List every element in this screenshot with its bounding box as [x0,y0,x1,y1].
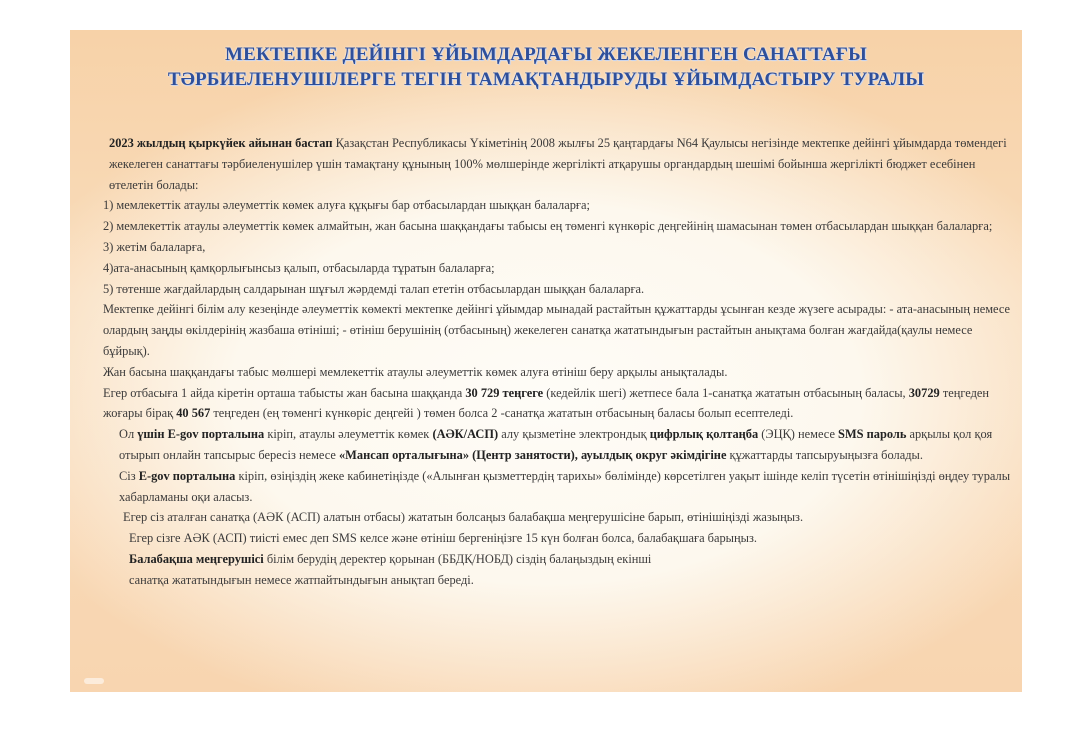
title-line-2: ТӘРБИЕЛЕНУШІЛЕРГЕ ТЕГІН ТАМАҚТАНДЫРУДЫ ҰЙЫМДАСТЫРУ ТУРАЛЫ [167,69,925,90]
social-aid-abbr: (АӘК/АСП) [432,427,499,442]
career-center-label: «Мансап орталығына» (Центр занятости), ауылдық округ әкімдігіне [338,447,727,462]
digital-signature-label: цифрлық қолтаңба [649,427,759,442]
intro-date: 2023 жылдың қыркүйек айынан бастап [109,136,333,150]
intro-paragraph [79,133,1015,195]
sms-rejection-paragraph: Егер сізге АӘК (АСП) тиісті емес деп SMS келсе және өтініш бергеніңізге 15 күн болған болса, балабақшаға барыңыз. [129,531,757,546]
kindergarten-head-label: Балабақша меңгерушісі [129,551,264,566]
sms-password-label: SMS пароль [838,427,907,442]
egov-portal-label-2: E-gov порталына [138,468,236,483]
slide-body [79,133,1015,591]
info-slide [70,30,1022,692]
slide-title [70,42,1022,92]
egov-portal-label: үшін E-gov порталына [137,427,265,442]
title-line-1: МЕКТЕПКЕ ДЕЙІНГІ ҰЙЫМДАРДАҒЫ ЖЕКЕЛЕНГЕН САНАТТАҒЫ [225,44,867,65]
poverty-line-amount: 30 729 теңгеге [465,385,544,400]
threshold-amount-2: 40 567 [176,406,211,421]
intro-text: Қазақстан Республикасы Үкіметінің 2008 жылғы 25 қаңтардағы N64 Қаулысы негізінде мектепке дейінгі ұйымдарда төмендегі жекелеген санаттағы тәрбиеленушілер үшін тамақтану құнының 100% мөлшерінде жергілікті атқарушы органдардың шешімі бойынша жергілікті бюджет есебінен өтелетін болады: [109,136,1007,192]
list-item-5: 5) төтенше жағдайлардың салдарынан шұғыл жәрдемді талап ететін отбасылардан шыққан балаларға. [103,281,645,296]
category-paragraph: Егер отбасыға 1 айда кіретін орташа табысты жан басына шаққанда 30 729 теңгеге (кедейлік шегі) жетпесе бала 1-санатқа жататын отбасының баласы, 30729 теңгеден жоғары бірақ 40 567 теңгеден (ең төменгі күнкөріс деңгейі ) төмен болса 2 -санатқа жататын отбасының баласы болып есептеледі. [103,385,990,421]
decorative-mark [84,678,104,684]
egov-apply-paragraph: Ол үшін E-gov порталына кіріп, атаулы әлеуметтік көмек (АӘК/АСП) алу қызметіне электрондық цифрлық қолтаңба (ЭЦҚ) немесе SMS пароль арқылы қол қоя отырып онлайн тапсырыс бересіз немесе «Мансап орталығына» (Центр занятости), ауылдық округ әкімдігіне құжаттарды тапсыруыңызға болады. [119,427,993,462]
documents-paragraph: Мектепке дейінгі білім алу кезеңінде әлеуметтік көмекті мектепке дейінгі ұйымдар мынадай растайтын құжаттарды ұсынған кезде жүзеге асырады: - ата-анасының немесе олардың заңды өкілдерінің жазбаша өтініші; - өтініш берушінің (отбасының) жекелеген санатқа жататындығын растайтын анықтама болған жағдайда(қаулы немесе бұйрық). [103,302,1011,358]
list-item-4: 4)ата-анасының қамқорлығынсыз қалып, отбасыларда тұратын балаларға; [103,260,495,275]
income-paragraph: Жан басына шаққандағы табыс мөлшері мемлекеттік атаулы әлеуметтік көмек алуға өтініш беру арқылы анықталады. [103,364,728,379]
threshold-amount-1: 30729 [908,385,940,400]
egov-cabinet-paragraph: Сіз E-gov порталына кіріп, өзіңіздің жеке кабинетіңізде («Алынған қызметтердің тарихы» бөлімінде) көрсетілген уақыт ішінде келіп түсетін өтінішіңізді өңдеу туралы хабарламаны оқи аласыз. [119,468,1011,504]
kindergarten-apply-paragraph: Егер сіз аталған санатқа (АӘК (АСП) алатын отбасы) жататын болсаңыз балабақша меңгерушісіне барып, өтінішіңізді жазыңыз. [123,510,804,525]
list-item-3: 3) жетім балаларға, [103,239,206,254]
list-item-2: 2) мемлекеттік атаулы әлеуметтік көмек алмайтын, жан басына шаққандағы табысы ең төменгі күнкөріс деңгейінің шамасынан төмен отбасылардан шыққан балаларға; [103,219,993,234]
list-item-1: 1) мемлекеттік атаулы әлеуметтік көмек алуға құқығы бар отбасылардан шыққан балаларға; [103,198,590,213]
head-check-line-2: санатқа жататындығын немесе жатпайтындығын анықтап береді. [129,572,474,587]
head-check-line-1: Балабақша меңгерушісі білім берудің деректер қорынан (ББДҚ/НОБД) сіздің балаңыздың екінші [129,551,652,566]
